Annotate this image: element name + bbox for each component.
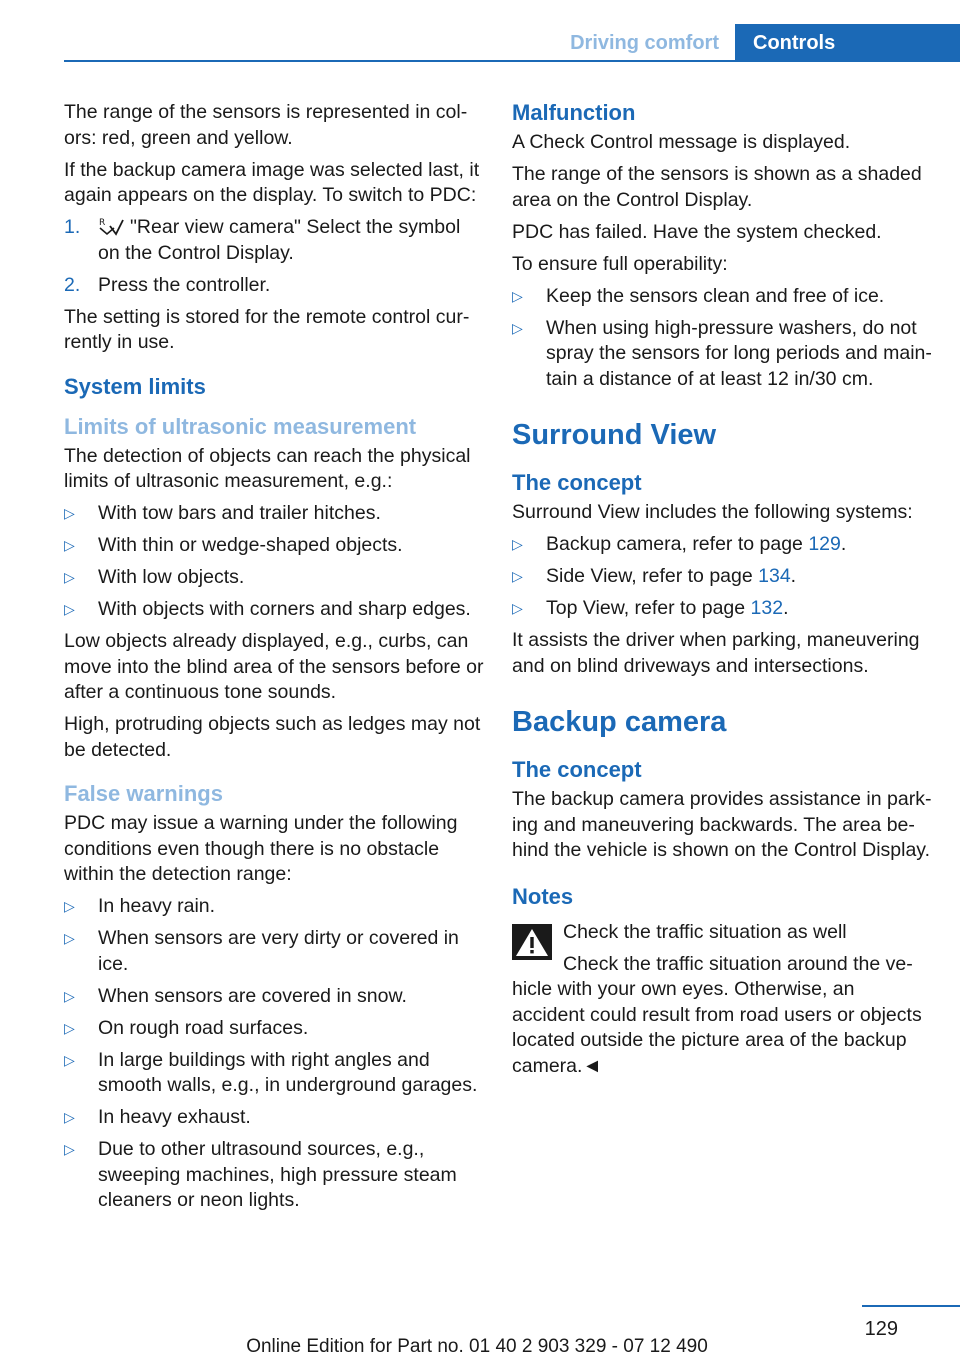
paragraph: A Check Control message is displayed.: [512, 131, 851, 153]
left-column: [64, 100, 484, 1220]
list-item: [64, 273, 484, 299]
heading-false-warnings: False warnings: [64, 781, 223, 806]
list-item-text: .: [790, 565, 797, 587]
warning-triangle-icon: [512, 924, 552, 960]
paragraph: PDC has failed. Have the system checked.: [512, 220, 882, 243]
list-item-text: In heavy exhaust.: [98, 1106, 251, 1128]
list-item: [512, 316, 932, 393]
warning-note: [512, 920, 932, 1080]
triangle-bullet-icon: ▷: [512, 319, 523, 336]
warning-title: Check the traffic situation as well: [563, 920, 847, 943]
paragraph: Surround View includes the following systems:: [512, 501, 913, 523]
paragraph: High, protruding objects such as ledges may not be detected.: [64, 713, 481, 761]
paragraph: The setting is stored for the remote control currently in use.: [64, 305, 470, 353]
heading-system-limits: System limits: [64, 373, 206, 399]
page-header: [0, 24, 960, 62]
warning-text: Check the traffic situation around the vehicle with your own eyes. Otherwise, an accident could result from road users or objects located outside the picture area of the backup camera.◄: [512, 952, 922, 1077]
edition-footer: [0, 1336, 960, 1358]
paragraph: The range of the sensors is represented in colors: red, green and yellow.: [64, 101, 468, 149]
chapter-tab[interactable]: Controls: [735, 24, 960, 62]
steps-list: [64, 215, 484, 298]
heading-malfunction: Malfunction: [512, 100, 636, 125]
triangle-bullet-icon: ▷: [512, 568, 523, 584]
triangle-bullet-icon: ▷: [64, 1051, 75, 1068]
list-item-text: When sensors are covered in snow.: [98, 984, 407, 1007]
operability-list: [512, 284, 932, 393]
triangle-bullet-icon: ▷: [64, 1109, 75, 1125]
list-item: [512, 596, 932, 622]
paragraph: To ensure full operability:: [512, 252, 728, 275]
triangle-bullet-icon: ▷: [64, 537, 75, 553]
list-item-text: Keep the sensors clean and free of ice.: [546, 284, 885, 307]
limits-list: [64, 501, 484, 623]
triangle-bullet-icon: ▷: [512, 287, 523, 304]
list-item-text: .: [840, 533, 847, 555]
list-item: [512, 564, 932, 590]
list-item: [64, 1016, 484, 1042]
paragraph: Low objects already displayed, e.g., curbs, can move into the blind area of the sensors before or after a continuous tone sounds.: [64, 630, 484, 703]
list-item: [64, 1105, 484, 1131]
list-item-text: On rough road surfaces.: [98, 1016, 309, 1039]
heading-concept: The concept: [512, 470, 642, 495]
triangle-bullet-icon: ▷: [64, 601, 75, 617]
paragraph: The backup camera provides assistance in parking and maneuvering backwards. The area behind the vehicle is shown on the Control Display.: [512, 788, 932, 861]
list-item: [64, 1137, 484, 1214]
list-item-text: With thin or wedge-shaped objects.: [98, 534, 403, 556]
systems-list: [512, 532, 932, 622]
false-warnings-list: [64, 894, 484, 1214]
list-item-text: .: [783, 597, 789, 619]
page-link[interactable]: 134: [758, 565, 791, 587]
edition-text: Online Edition for Part no. 01 40 2 903 329 - 07 12 490: [246, 1336, 708, 1357]
list-item-text: With low objects.: [98, 566, 245, 588]
triangle-bullet-icon: ▷: [64, 1141, 75, 1157]
step-number: 1.: [64, 216, 81, 238]
step-text: "Rear view camera" Select the symbol on the Control Display.: [98, 216, 461, 264]
list-item-text: Top View, refer to page: [546, 597, 751, 619]
triangle-bullet-icon: ▷: [64, 1019, 75, 1036]
step-text: Press the controller.: [98, 273, 271, 296]
list-item: [64, 215, 484, 266]
svg-text:R: R: [99, 218, 106, 228]
paragraph: The range of the sensors is shown as a shaded area on the Control Display.: [512, 163, 922, 211]
paragraph: PDC may issue a warning under the following conditions even though there is no obstacle within the detection range:: [64, 812, 458, 885]
list-item: [64, 501, 484, 527]
header-rule: [64, 60, 960, 62]
triangle-bullet-icon: ▷: [512, 536, 523, 552]
triangle-bullet-icon: ▷: [64, 987, 75, 1004]
right-column: [512, 100, 932, 1079]
section-tab[interactable]: Driving comfort: [570, 32, 719, 54]
list-item: [64, 597, 484, 623]
paragraph: The detection of objects can reach the physical limits of ultrasonic measurement, e.g.:: [64, 444, 471, 492]
list-item-text: Side View, refer to page: [546, 565, 759, 587]
page-link[interactable]: 129: [808, 533, 841, 555]
list-item: [64, 565, 484, 591]
step-number: 2.: [64, 273, 81, 296]
rear-view-camera-icon: [98, 216, 124, 236]
list-item: [64, 926, 484, 977]
list-item: [512, 284, 932, 310]
triangle-bullet-icon: ▷: [64, 898, 75, 914]
list-item-text: In large buildings with right angles and smooth walls, e.g., in underground garages.: [98, 1048, 478, 1096]
list-item: [64, 984, 484, 1010]
triangle-bullet-icon: ▷: [64, 930, 75, 946]
list-item: [64, 1048, 484, 1099]
footer-rule: [862, 1305, 960, 1307]
list-item-text: Due to other ultrasound sources, e.g., sweeping machines, high pressure steam cleaners or neon lights.: [98, 1138, 457, 1211]
triangle-bullet-icon: ▷: [64, 569, 75, 585]
triangle-bullet-icon: ▷: [64, 505, 75, 521]
list-item-text: In heavy rain.: [98, 895, 216, 917]
heading-concept: The concept: [512, 757, 642, 782]
heading-surround-view: Surround View: [512, 419, 717, 451]
heading-backup-camera: Backup camera: [512, 706, 727, 738]
list-item-text: Backup camera, refer to page: [546, 533, 809, 555]
heading-notes: Notes: [512, 883, 574, 909]
list-item: [64, 533, 484, 559]
list-item-text: When using high-pressure washers, do not spray the sensors for long periods and maintain a distance of at least 12 in/30 cm.: [546, 316, 932, 390]
list-item: [512, 532, 932, 558]
list-item-text: When sensors are very dirty or covered in ice.: [98, 927, 459, 975]
paragraph: It assists the driver when parking, maneuvering and on blind driveways and intersections.: [512, 629, 920, 677]
triangle-bullet-icon: ▷: [512, 600, 523, 616]
list-item-text: With objects with corners and sharp edges.: [98, 598, 471, 620]
paragraph: If the backup camera image was selected last, it again appears on the display. To switch to PDC:: [64, 158, 480, 206]
heading-ultrasonic-limits: Limits of ultrasonic measurement: [64, 413, 417, 439]
list-item: [64, 894, 484, 920]
page-number: 129: [864, 1318, 898, 1340]
page-link[interactable]: 132: [750, 597, 784, 619]
list-item-text: With tow bars and trailer hitches.: [98, 502, 381, 524]
